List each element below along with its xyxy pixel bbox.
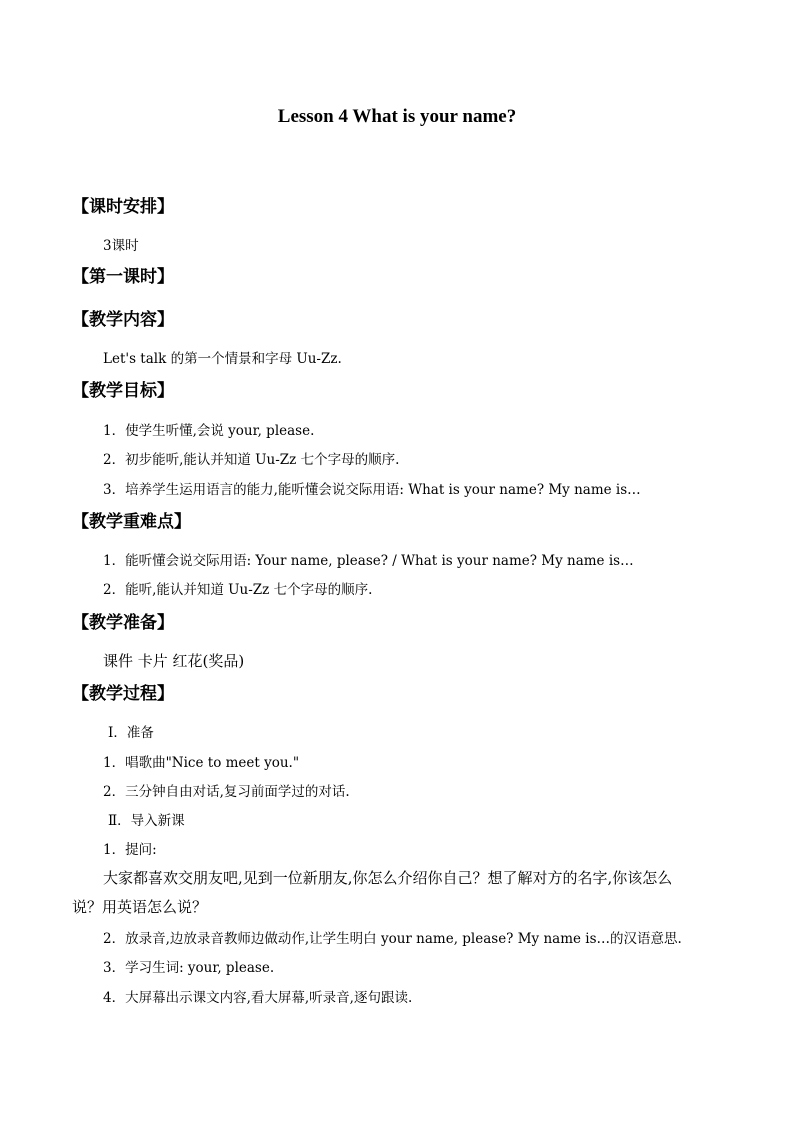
goal-item-1: 1．使学生听懂,会说 your, please. xyxy=(103,423,315,439)
heading-teaching-content: 【教学内容】 xyxy=(72,310,174,330)
process-step-vocabulary: 3．学习生词: your, please. xyxy=(103,960,275,976)
question-text-line-2: 说？用英语怎么说？ xyxy=(72,898,208,916)
process-step-dialogue: 2．三分钟自由对话,复习前面学过的对话. xyxy=(103,784,350,800)
heading-key-difficult-points: 【教学重难点】 xyxy=(72,512,191,532)
section-2-new-lesson: Ⅱ．导入新课 xyxy=(108,813,185,829)
question-text-line-1: 大家都喜欢交朋友吧,见到一位新朋友,你怎么介绍你自己？想了解对方的名字,你该怎么 xyxy=(103,869,673,887)
preparation-materials: 课件 卡片 红花(奖品) xyxy=(103,652,245,670)
class-count: 3课时 xyxy=(103,238,139,254)
heading-first-lesson: 【第一课时】 xyxy=(72,267,174,287)
lesson-title: Lesson 4 What is your name? xyxy=(277,106,517,127)
heading-teaching-goals: 【教学目标】 xyxy=(72,381,174,401)
process-step-recording: 2．放录音,边放录音教师边做动作,让学生明白 your name, please? My name is…的汉语意思. xyxy=(103,931,682,947)
teaching-content-text: Let's talk 的第一个情景和字母 Uu-Zz. xyxy=(103,351,342,367)
key-point-item-1: 1．能听懂会说交际用语: Your name, please? / What is your name? My name is… xyxy=(103,553,634,569)
process-step-screen-reading: 4．大屏幕出示课文内容,看大屏幕,听录音,逐句跟读. xyxy=(103,990,413,1006)
process-step-sing: 1．唱歌曲"Nice to meet you." xyxy=(103,755,300,771)
goal-item-3: 3．培养学生运用语言的能力,能听懂会说交际用语: What is your name? My name is… xyxy=(103,482,641,498)
goal-item-2: 2．初步能听,能认并知道 Uu-Zz 七个字母的顺序. xyxy=(103,452,400,468)
heading-teaching-preparation: 【教学准备】 xyxy=(72,613,174,633)
key-point-item-2: 2．能听,能认并知道 Uu-Zz 七个字母的顺序. xyxy=(103,582,373,598)
heading-class-schedule: 【课时安排】 xyxy=(72,197,174,217)
process-step-question: 1．提问: xyxy=(103,842,157,858)
section-1-preparation: Ⅰ．准备 xyxy=(108,725,154,741)
heading-teaching-process: 【教学过程】 xyxy=(72,684,174,704)
